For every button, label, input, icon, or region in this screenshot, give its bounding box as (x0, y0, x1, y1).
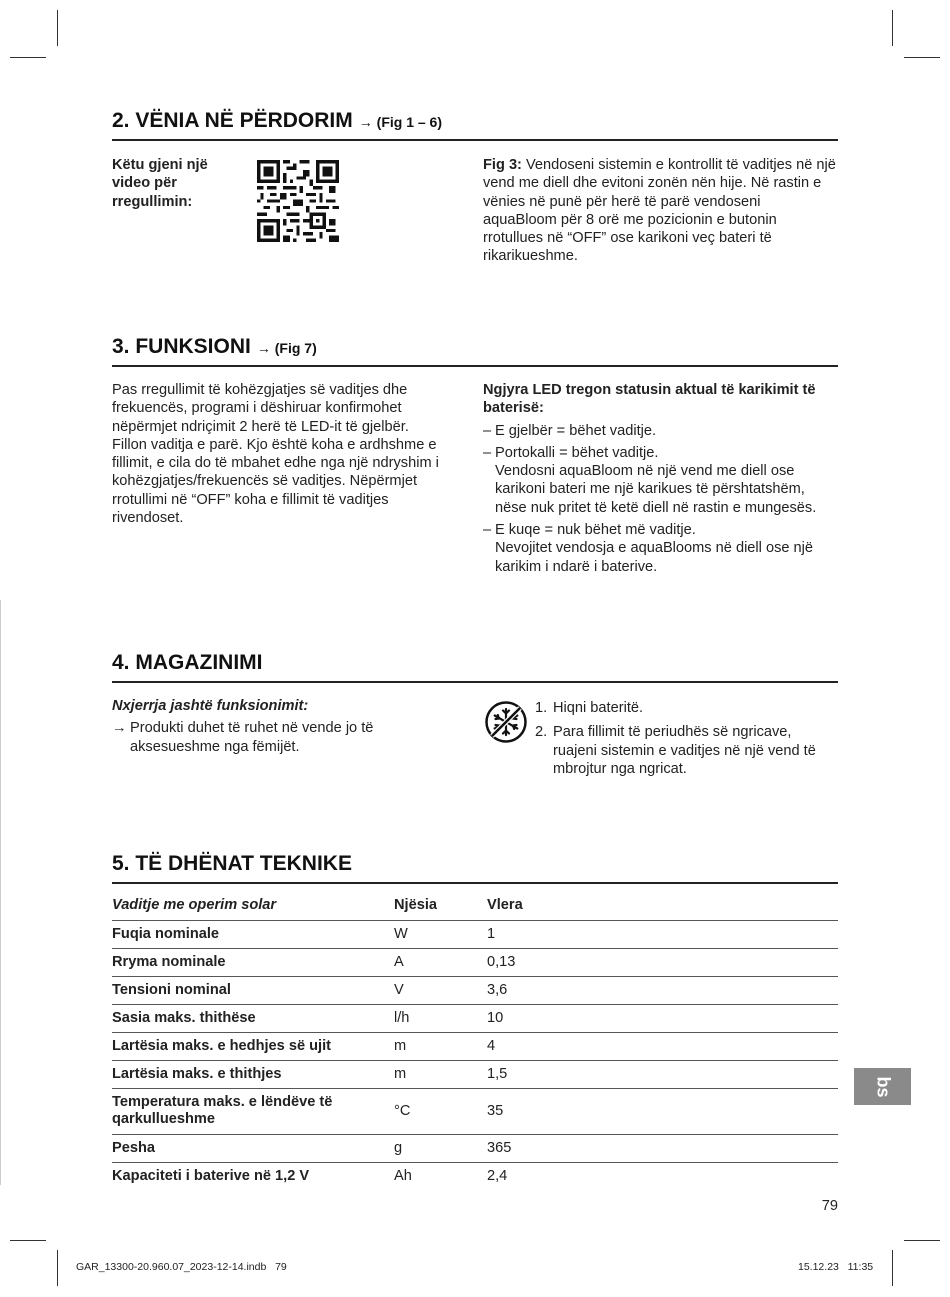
storage-left-block (112, 697, 412, 756)
table-header-row (112, 892, 838, 920)
crop-mark (57, 10, 58, 46)
table-header: Vlera (487, 892, 838, 920)
section-divider (112, 681, 838, 683)
table-row (112, 1032, 838, 1060)
row-label: Temperatura maks. e lëndëve të qarkullueshme (112, 1088, 394, 1134)
row-value: 0,13 (487, 948, 838, 976)
row-label: Lartësia maks. e thithjes (112, 1060, 394, 1088)
footer-datetime: 15.12.23 11:35 (798, 1261, 874, 1273)
section-divider (112, 365, 838, 367)
crop-mark (10, 1240, 46, 1241)
fig3-text: Vendoseni sistemin e kontrollit të vaditjes në një vend me diell dhe evitoni zonën nën hije. Në rastin e vënies në punë për herë të parë vendoseni aquaBloom për 8 orë me pozicionin e butonin rrotullues në “OFF” ose karikoni veç bateri të rikarikueshme. (483, 157, 836, 265)
led-status-block (483, 381, 837, 576)
section-divider (112, 139, 838, 141)
crop-mark (892, 1250, 893, 1286)
storage-note: → Produkti duhet të ruhet në vende jo të aksesueshme nga fëmijët. (112, 720, 374, 755)
language-tab (854, 1068, 911, 1105)
led-item-green: – E gjelbër = bëhet vaditje. (483, 422, 657, 439)
row-unit: V (394, 976, 487, 1004)
row-unit: m (394, 1032, 487, 1060)
row-value: 1,5 (487, 1060, 838, 1088)
row-value: 2,4 (487, 1167, 508, 1184)
row-value: 365 (487, 1134, 838, 1162)
row-unit: W (394, 920, 487, 948)
row-unit: l/h (394, 1004, 487, 1032)
row-label: Sasia maks. thithëse (112, 1004, 394, 1032)
table-row (112, 1162, 838, 1190)
row-label: Tensioni nominal (112, 976, 394, 1004)
row-label: Pesha (112, 1134, 394, 1162)
page-number: 79 (821, 1198, 838, 1214)
storage-step: 1. Hiqni bateritë. (535, 700, 644, 716)
page-edge-line (0, 600, 1, 1185)
storage-step: 2. Para fillimit të periudhës së ngricave, ruajeni sistemin e vaditjes në një vend të mbrojtur nga ngricat. (535, 724, 816, 777)
led-status-heading: Ngjyra LED tregon statusin aktual të karikimit të baterisë: (483, 382, 816, 417)
figure-reference: → (Fig 1 – 6) (358, 114, 442, 130)
row-label: Rryma nominale (112, 948, 394, 976)
table-row (112, 1060, 838, 1088)
technical-data-table (112, 892, 838, 1190)
table-header: Njësia (394, 892, 487, 920)
row-unit: g (394, 1134, 487, 1162)
footer-file-info: GAR_13300-20.960.07_2023-12-14.indb 79 (76, 1261, 287, 1273)
figure-reference: → (Fig 7) (256, 340, 317, 356)
table-row (112, 920, 838, 948)
row-value: 10 (487, 1004, 838, 1032)
section-divider (112, 882, 838, 884)
qr-code-icon[interactable] (257, 160, 339, 242)
row-label: Kapaciteti i baterive në 1,2 V (112, 1167, 310, 1184)
table-header: Vaditje me operim solar (112, 892, 394, 920)
table-row (112, 1088, 838, 1134)
section-2-title: 2. VËNIA NË PËRDORIM → (Fig 1 – 6) (112, 109, 442, 132)
crop-mark (904, 1240, 940, 1241)
video-label: Këtu gjeni një video për rregullimin: (112, 157, 208, 210)
table-row (112, 948, 838, 976)
row-value: 3,6 (487, 976, 838, 1004)
crop-mark (904, 57, 940, 58)
row-unit: m (394, 1060, 487, 1088)
crop-mark (10, 57, 46, 58)
row-label: Fuqia nominale (112, 920, 394, 948)
storage-steps (535, 693, 835, 778)
table-row (112, 1004, 838, 1032)
row-label: Lartësia maks. e hedhjes së ujit (112, 1032, 394, 1060)
row-value: 1 (487, 920, 838, 948)
no-frost-icon (484, 700, 528, 744)
row-value: 35 (487, 1088, 838, 1134)
section-3-title: 3. FUNKSIONI → (Fig 7) (112, 335, 317, 358)
crop-mark (57, 1250, 58, 1286)
section-4-title: 4. MAGAZINIMI (112, 651, 263, 674)
led-item-orange: – Portokalli = bëhet vaditje. Vendosni aquaBloom në një vend me diell ose karikoni bateri me një karikues të përshtatshëm, nëse nuk pritet të ketë diell në rastin e mungesës. (483, 444, 817, 516)
row-unit: °C (394, 1088, 487, 1134)
arrow-icon: → (112, 720, 127, 737)
fig3-label: Fig 3: (483, 157, 522, 173)
row-unit: A (394, 948, 487, 976)
table-row (112, 976, 838, 1004)
fig3-paragraph (483, 156, 837, 266)
table-row (112, 1134, 838, 1162)
section-5-title: 5. TË DHËNAT TEKNIKE (112, 852, 352, 875)
function-paragraph: Pas rregullimit të kohëzgjatjes së vaditjes dhe frekuencës, programi i dëshiruar konfirmohet nëpërmjet ndriçimit 2 herë të LED-it të gjelbër. Fillon vaditja e parë. Kjo është koha e ardhshme e fillimit, e cila do të mbahet edhe nga një ndryshim i kohëzgjatjes/frekuencës së vaditjes. Nëpërmjet rrotullimi në “OFF” koha e fillimit të vaditjes rivendoset. (112, 382, 439, 527)
language-code: bs (873, 1075, 893, 1098)
row-unit: Ah (394, 1167, 412, 1184)
row-value: 4 (487, 1032, 838, 1060)
storage-subheading: Nxjerrja jashtë funksionimit: (112, 698, 309, 714)
crop-mark (892, 10, 893, 46)
led-item-red: – E kuqe = nuk bëhet më vaditje. Nevojitet vendosja e aquaBlooms në diell ose një karikim i ndarë i baterive. (483, 522, 814, 575)
